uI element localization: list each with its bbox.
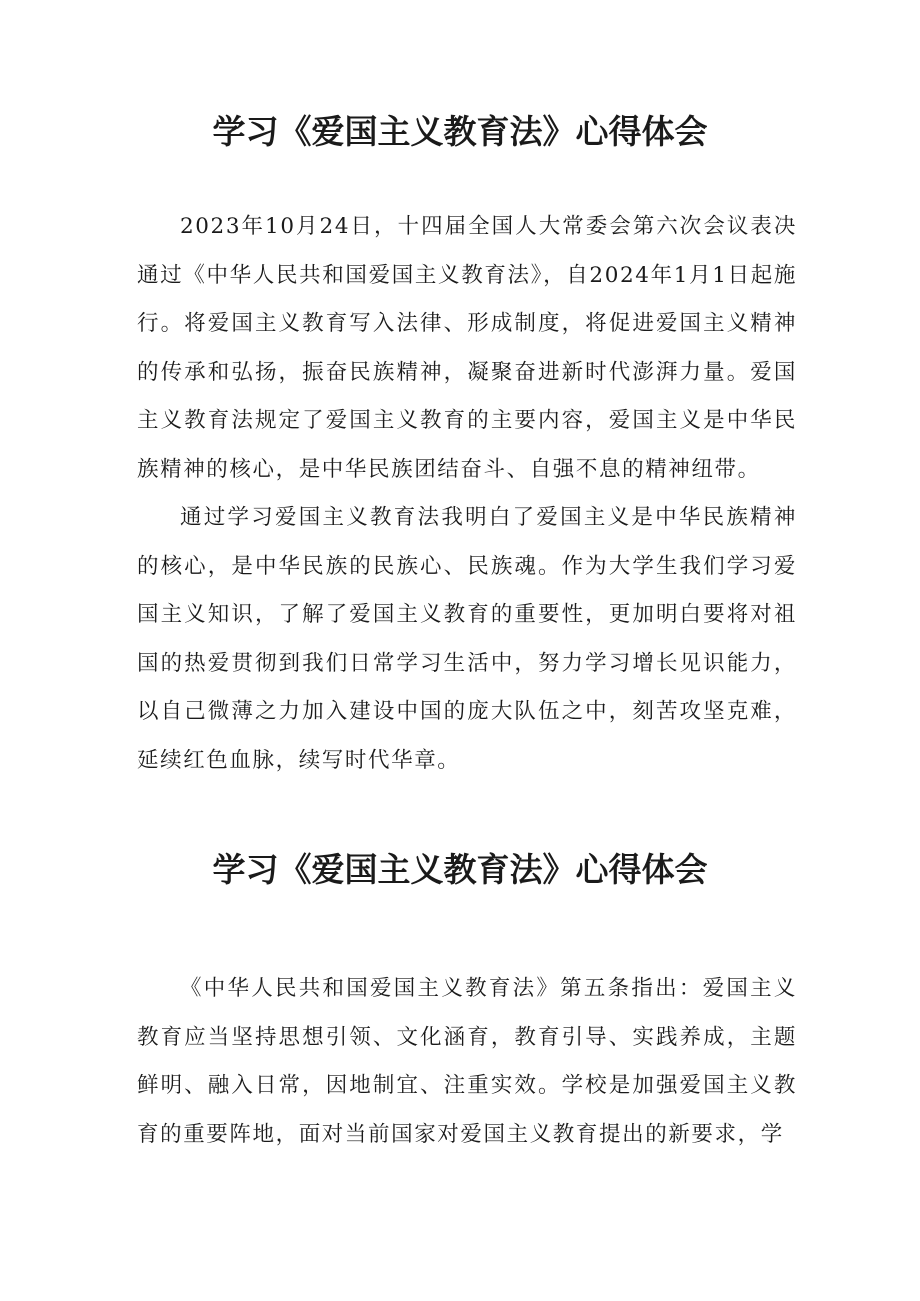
document-title: 学习《爱国主义教育法》心得体会 [212, 112, 708, 151]
body-paragraph: 2023年10月24日，十四届全国人大常委会第六次会议表决通过《中华人民共和国爱国主义教育法》，自2024年1月1日起施行。将爱国主义教育写入法律、形成制度，将促进爱国主义精神的传承和弘扬，振奋民族精神，凝聚奋进新时代澎湃力量。爱国主义教育法规定了爱国主义教育的主要内容，爱国主义是中华民族精神的核心，是中华民族团结奋斗、自强不息的精神纽带。 [137, 214, 797, 482]
body-paragraph: 《中华人民共和国爱国主义教育法》第五条指出：爱国主义教育应当坚持思想引领、文化涵育，教育引导、实践养成，主题鲜明、融入日常，因地制宜、注重实效。学校是加强爱国主义教育的重要阵地，面对当前国家对爱国主义教育提出的新要求，学 [137, 976, 797, 1147]
document-title: 学习《爱国主义教育法》心得体会 [212, 850, 708, 889]
body-paragraph: 通过学习爱国主义教育法我明白了爱国主义是中华民族精神的核心，是中华民族的民族心、民族魂。作为大学生我们学习爱国主义知识，了解了爱国主义教育的重要性，更加明白要将对祖国的热爱贯彻到我们日常学习生活中，努力学习增长见识能力，以自己微薄之力加入建设中国的庞大队伍之中，刻苦攻坚克难，延续红色血脉，续写时代华章。 [137, 505, 797, 773]
